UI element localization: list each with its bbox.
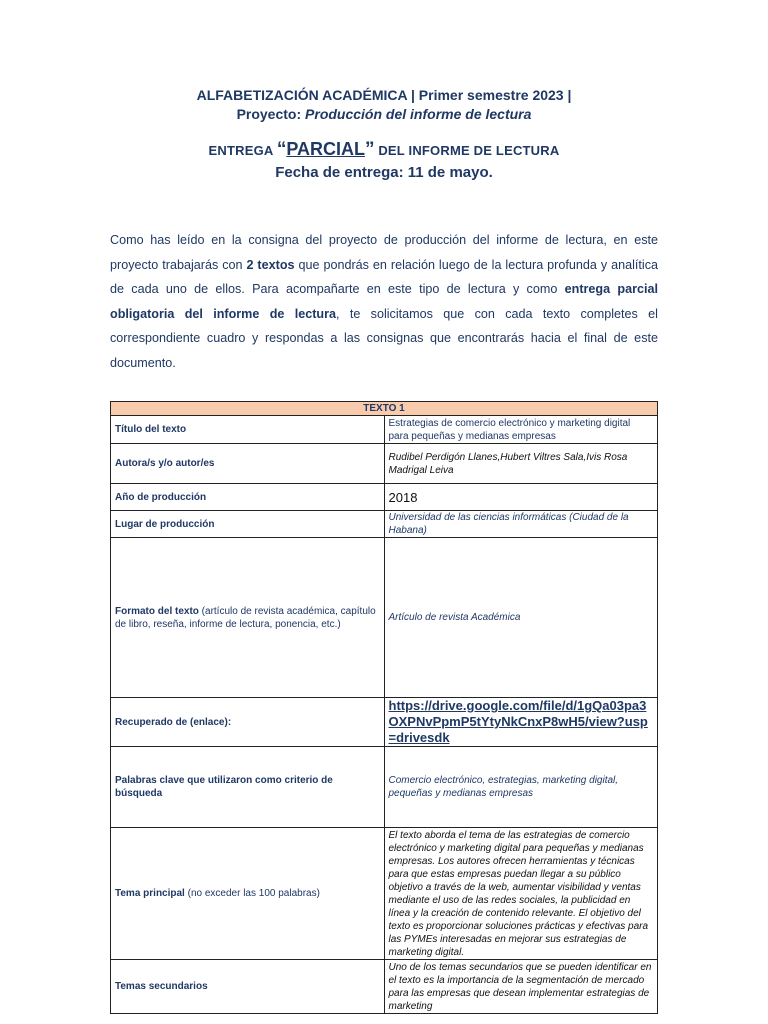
table-row bbox=[111, 444, 658, 484]
course-title: ALFABETIZACIÓN ACADÉMICA | Primer semestre 2023 | bbox=[196, 87, 572, 103]
project-line bbox=[0, 105, 768, 124]
table-row bbox=[111, 960, 658, 1014]
table-row bbox=[111, 484, 658, 511]
source-link[interactable]: https://drive.google.com/file/d/1gQa03pa3OXPNvPpmP5tYtyNkCnxP8wH5/view?usp=drivesdk bbox=[388, 698, 648, 745]
intro-paragraph bbox=[110, 228, 658, 375]
row-label-main-topic bbox=[111, 828, 385, 960]
delivery-title bbox=[0, 139, 768, 161]
row-value-main-topic[interactable]: El texto aborda el tema de las estrategias de comercio electrónico y marketing digital para pequeñas y medianas empresas. Los autores ofrecen herramientas y técnicas para que estas empresas puedan llegar a su público objetivo a través de la web, aumentar visibilidad y ventas mediante el uso de las redes sociales, la publicidad en línea y la creación de contenido relevante. El objetivo del texto es proporcionar soluciones prácticas y efectivas para las PYMEs interesadas en mejorar sus estrategias de marketing digital. bbox=[384, 828, 658, 960]
row-label-title: Título del texto bbox=[111, 416, 385, 444]
table-row bbox=[111, 511, 658, 538]
row-value-place[interactable]: Universidad de las ciencias informáticas (Ciudad de la Habana) bbox=[384, 511, 658, 538]
delivery-suffix: DEL INFORME DE LECTURA bbox=[374, 143, 560, 158]
intro-bold-2: entrega parcial obligatoria del informe de lectura bbox=[110, 282, 658, 321]
delivery-type: PARCIAL bbox=[286, 139, 366, 159]
close-quote: ” bbox=[365, 139, 375, 160]
open-quote: “ bbox=[276, 139, 287, 160]
project-prefix: Proyecto: bbox=[236, 106, 306, 122]
table-row bbox=[111, 828, 658, 960]
format-label-main: Formato del texto bbox=[115, 605, 199, 617]
intro-text-2: que pondrás en relación luego de la lectura profunda y analítica de cada uno de ellos. Para acompañarte en este tipo de lectura y como bbox=[110, 257, 658, 296]
main-topic-hint: (no exceder las 100 palabras) bbox=[184, 888, 320, 899]
delivery-prefix: ENTREGA bbox=[208, 143, 277, 158]
text1-table bbox=[110, 401, 658, 1014]
row-value-authors[interactable]: Rudibel Perdigón Llanes,Hubert Viltres Sala,Ivis Rosa Madrigal Leiva bbox=[384, 444, 658, 484]
row-value-keywords[interactable]: Comercio electrónico, estrategias, marketing digital, pequeñas y medianas empresas bbox=[384, 747, 658, 828]
intro-text-1: Como has leído en la consigna del proyecto de producción del informe de lectura, en este proyecto trabajarás con bbox=[110, 233, 658, 272]
row-label-authors: Autora/s y/o autor/es bbox=[111, 444, 385, 484]
table-row bbox=[111, 698, 658, 747]
table-row bbox=[111, 747, 658, 828]
row-label-format bbox=[111, 538, 385, 698]
project-name: Producción del informe de lectura bbox=[305, 106, 532, 122]
table-row bbox=[111, 416, 658, 444]
row-value-title[interactable]: Estrategias de comercio electrónico y marketing digital para pequeñas y medianas empresas bbox=[384, 416, 658, 444]
row-label-link: Recuperado de (enlace): bbox=[111, 698, 385, 747]
table-header-row bbox=[111, 402, 658, 416]
row-value-secondary-topics[interactable]: Uno de los temas secundarios que se pueden identificar en el texto es la importancia de la segmentación de mercado para las empresas que desean implementar estrategias de marketing bbox=[384, 960, 658, 1014]
row-label-place: Lugar de producción bbox=[111, 511, 385, 538]
due-date: Fecha de entrega: 11 de mayo. bbox=[275, 164, 493, 181]
format-label-hint: (artículo de revista académica, capítulo de libro, reseña, informe de lectura, ponencia, etc.) bbox=[115, 605, 376, 630]
table-row bbox=[111, 538, 658, 698]
row-value-format[interactable]: Artículo de revista Académica bbox=[384, 538, 658, 698]
intro-bold-1: 2 textos bbox=[246, 257, 295, 272]
course-header bbox=[0, 86, 768, 124]
row-label-keywords: Palabras clave que utilizaron como criterio de búsqueda bbox=[111, 747, 385, 828]
row-label-year: Año de producción bbox=[111, 484, 385, 511]
table-heading: TEXTO 1 bbox=[111, 402, 658, 416]
row-label-secondary-topics: Temas secundarios bbox=[111, 960, 385, 1014]
row-value-link bbox=[384, 698, 658, 747]
main-topic-label: Tema principal bbox=[115, 888, 185, 899]
row-value-year[interactable]: 2018 bbox=[384, 484, 658, 511]
intro-text-3: , te solicitamos que con cada texto completes el correspondiente cuadro y respondas a las consignas que encontrarás hacia el final de este documento. bbox=[110, 306, 658, 370]
